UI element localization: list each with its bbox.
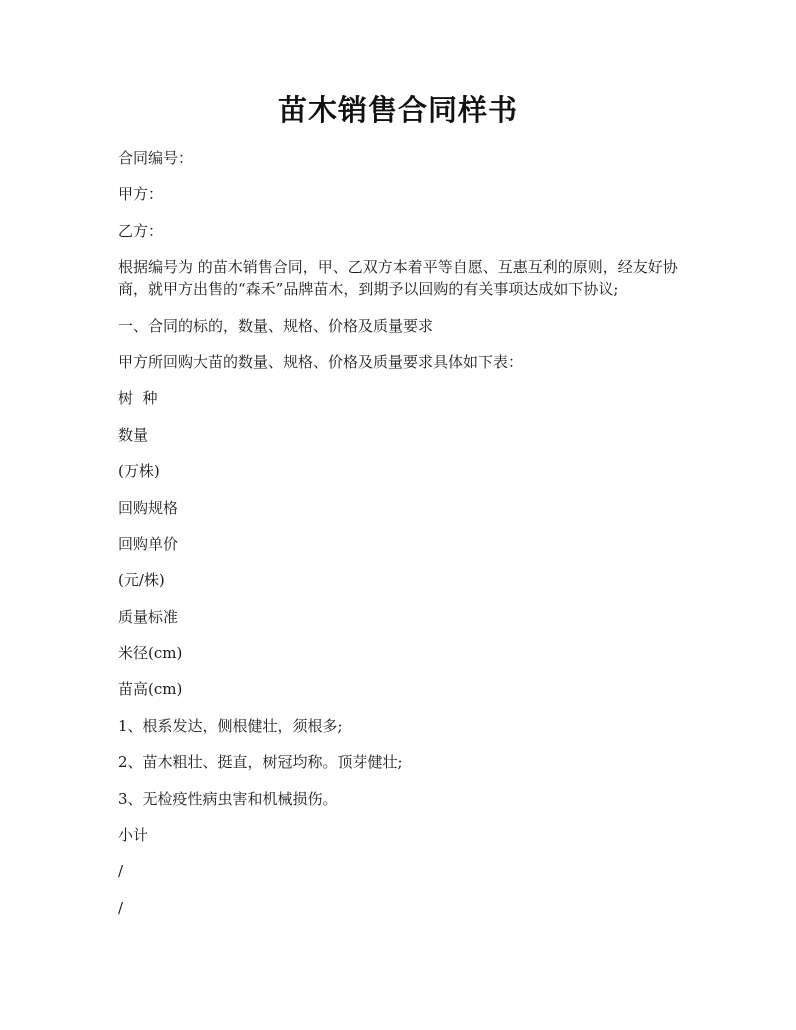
table-cell-quantity: 数量 (118, 425, 149, 444)
table-cell-subtotal: 小计 (118, 826, 149, 845)
table-cell-buyback-spec: 回购规格 (118, 498, 179, 517)
document-title: 苗木销售合同样书 (277, 93, 518, 127)
quality-item-2: 2、苗木粗壮、挺直，树冠均称。顶芽健壮; (118, 753, 403, 772)
document-body (118, 147, 688, 933)
table-cell-price-unit: (元/株) (118, 571, 165, 590)
section-heading-1: 一、合同的标的，数量、规格、价格及质量要求 (118, 316, 434, 335)
table-cell-height: 苗高(cm) (118, 680, 183, 699)
preamble-paragraph: 根据编号为 的苗木销售合同，甲、乙双方本着平等自愿、互惠互利的原则，经友好协商，就甲方出售的“森禾”品牌苗木，到期予以回购的有关事项达成如下协议; (118, 258, 678, 299)
table-cell-unit-price: 回购单价 (118, 534, 179, 553)
table-cell-quality-standard: 质量标准 (118, 607, 179, 626)
quality-item-1: 1、根系发达，侧根健壮，须根多; (118, 716, 343, 735)
quality-item-3: 3、无检疫性病虫害和机械损伤。 (118, 789, 338, 808)
table-cell-species: 树 种 (118, 389, 158, 408)
table-intro-line: 甲方所回购大苗的数量、规格、价格及质量要求具体如下表： (118, 352, 524, 371)
table-cell-slash-2: / (118, 898, 124, 917)
table-cell-slash-1: / (118, 862, 124, 881)
party-a-line: 甲方： (118, 185, 164, 204)
party-b-line: 乙方： (118, 221, 164, 240)
contract-number-line: 合同编号： (118, 149, 194, 167)
table-cell-quantity-unit: (万株) (118, 462, 160, 481)
table-cell-diameter: 米径(cm) (118, 644, 183, 663)
